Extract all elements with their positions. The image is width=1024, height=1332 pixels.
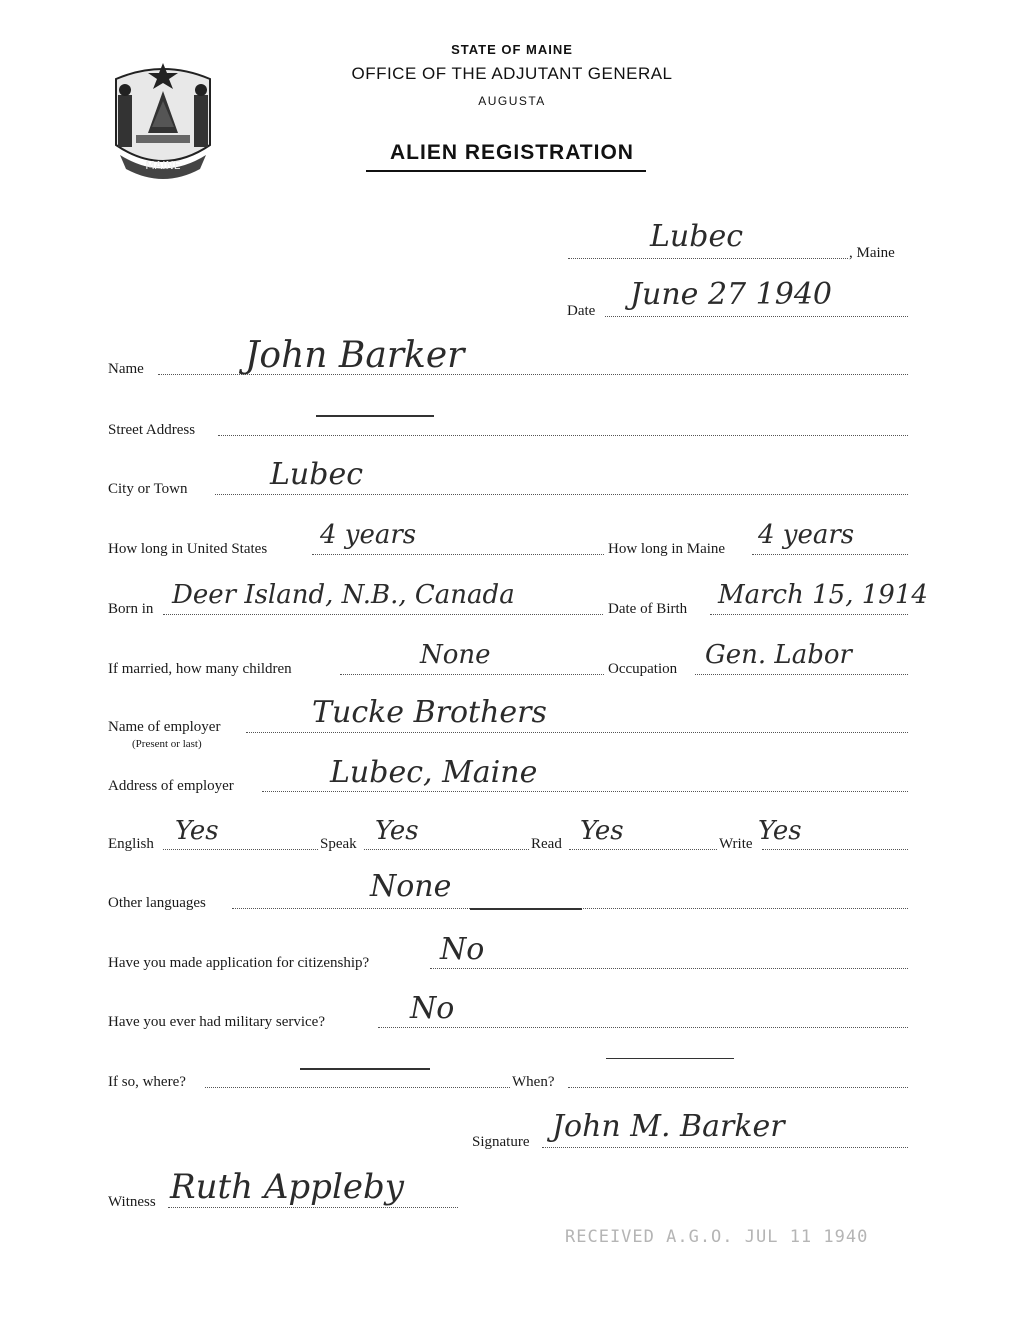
street-label: Street Address bbox=[108, 422, 196, 438]
emp-addr-handwriting: Lubec, Maine bbox=[330, 755, 538, 790]
occupation-handwriting: Gen. Labor bbox=[705, 640, 852, 670]
signature-label: Signature bbox=[472, 1134, 530, 1150]
street-dash bbox=[316, 415, 434, 417]
write-label: Write bbox=[719, 836, 753, 852]
born-label: Born in bbox=[108, 601, 154, 617]
street-line bbox=[218, 435, 908, 436]
header-city: AUGUSTA bbox=[478, 94, 546, 108]
header-office: OFFICE OF THE ADJUTANT GENERAL bbox=[351, 64, 673, 83]
title-underline bbox=[366, 170, 646, 172]
write-handwriting: Yes bbox=[758, 816, 802, 846]
read-label: Read bbox=[531, 836, 562, 852]
employer-line bbox=[246, 732, 908, 733]
speak-handwriting: Yes bbox=[375, 816, 419, 846]
dob-handwriting: March 15, 1914 bbox=[718, 580, 928, 610]
where-line bbox=[205, 1087, 510, 1088]
when-dash bbox=[606, 1058, 734, 1059]
received-stamp: RECEIVED A.G.O. JUL 11 1940 bbox=[565, 1227, 869, 1247]
military-handwriting: No bbox=[410, 991, 455, 1026]
citizenship-line bbox=[430, 968, 908, 969]
employer-label: Name of employer bbox=[108, 719, 221, 735]
form-title: ALIEN REGISTRATION bbox=[390, 141, 634, 164]
city-label: City or Town bbox=[108, 481, 188, 497]
english-line bbox=[163, 849, 318, 850]
other-lang-label: Other languages bbox=[108, 895, 206, 911]
speak-label: Speak bbox=[320, 836, 357, 852]
place-suffix: , Maine bbox=[849, 245, 895, 261]
header-state: STATE OF MAINE bbox=[451, 42, 573, 57]
children-handwriting: None bbox=[420, 640, 491, 670]
date-label: Date bbox=[567, 303, 596, 319]
when-line bbox=[568, 1087, 908, 1088]
when-label: When? bbox=[512, 1074, 555, 1090]
write-line bbox=[762, 849, 908, 850]
place-handwriting: Lubec bbox=[650, 219, 744, 254]
city-line bbox=[215, 494, 908, 495]
where-dash bbox=[300, 1068, 430, 1070]
date-line bbox=[605, 316, 908, 317]
us-line bbox=[312, 554, 604, 555]
children-label: If married, how many children bbox=[108, 661, 292, 677]
military-label: Have you ever had military service? bbox=[108, 1014, 325, 1030]
signature-line bbox=[542, 1147, 908, 1148]
maine-line bbox=[752, 554, 908, 555]
us-handwriting: 4 years bbox=[320, 520, 417, 550]
born-line bbox=[163, 614, 603, 615]
witness-handwriting: Ruth Appleby bbox=[170, 1167, 404, 1207]
read-handwriting: Yes bbox=[580, 816, 624, 846]
date-handwriting: June 27 1940 bbox=[630, 277, 833, 312]
citizenship-handwriting: No bbox=[440, 932, 485, 967]
witness-line bbox=[168, 1207, 458, 1208]
occupation-label: Occupation bbox=[608, 661, 678, 677]
speak-line bbox=[364, 849, 529, 850]
military-line bbox=[378, 1027, 908, 1028]
us-label: How long in United States bbox=[108, 541, 268, 557]
dob-line bbox=[710, 614, 908, 615]
citizenship-label: Have you made application for citizenship? bbox=[108, 955, 370, 971]
emp-addr-line bbox=[262, 791, 908, 792]
employer-handwriting: Tucke Brothers bbox=[312, 695, 547, 730]
english-label: English bbox=[108, 836, 154, 852]
place-line bbox=[568, 258, 848, 259]
signature-handwriting: John M. Barker bbox=[552, 1109, 785, 1144]
name-label: Name bbox=[108, 361, 144, 377]
svg-text:MAINE: MAINE bbox=[145, 159, 181, 172]
witness-label: Witness bbox=[108, 1194, 156, 1210]
employer-sublabel: (Present or last) bbox=[132, 738, 202, 750]
read-line bbox=[569, 849, 717, 850]
english-handwriting: Yes bbox=[175, 816, 219, 846]
name-handwriting: John Barker bbox=[245, 335, 465, 376]
other-lang-dash bbox=[470, 908, 582, 910]
maine-handwriting: 4 years bbox=[758, 520, 855, 550]
dob-label: Date of Birth bbox=[608, 601, 688, 617]
emp-addr-label: Address of employer bbox=[108, 778, 234, 794]
occupation-line bbox=[695, 674, 908, 675]
where-label: If so, where? bbox=[108, 1074, 186, 1090]
maine-label: How long in Maine bbox=[608, 541, 726, 557]
city-handwriting: Lubec bbox=[270, 457, 364, 492]
other-lang-handwriting: None bbox=[370, 869, 452, 904]
born-handwriting: Deer Island, N.B., Canada bbox=[172, 580, 515, 610]
children-line bbox=[340, 674, 604, 675]
